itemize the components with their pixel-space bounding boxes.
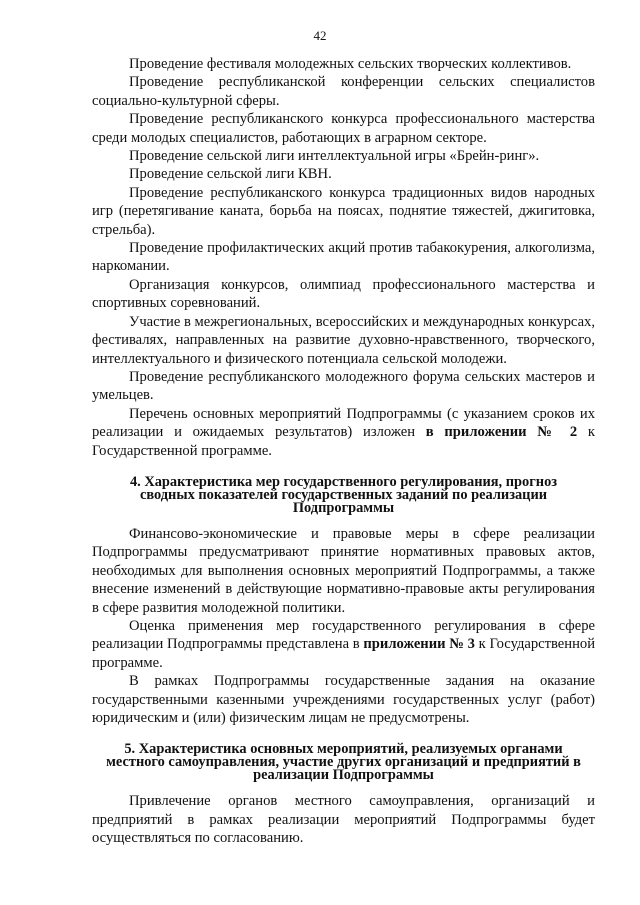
section-4-heading [92, 473, 595, 516]
activity-item: Проведение республиканского молодежного форума сельских мастеров и умельцев. [92, 368, 595, 404]
paragraph-text: к Государственной программе. [92, 424, 595, 459]
activity-item: Проведение республиканского конкурса профессионального мастерства среди молодых специалистов, работающих в аграрном секторе. [92, 111, 595, 146]
page-content [92, 55, 595, 848]
activity-item: Проведение республиканского конкурса традиционных видов народных игр (перетягивание каната, борьба на поясах, поднятие тяжестей, джигитовка, стрельба). [92, 184, 595, 238]
heading-line: сводных показателей государственных заданий по реализации [139, 486, 548, 503]
appendix-reference-paragraph [92, 405, 595, 460]
heading-line: реализации Подпрограммы [253, 767, 434, 784]
appendix-reference: в приложении № 2 [425, 424, 578, 441]
paragraph-text: Оценка применения мер государственного регулирования в сфере реализации Подпрограммы представлена в [92, 617, 595, 653]
paragraph-text: к Государственной программе. [92, 636, 596, 671]
section-5-paragraph: Привлечение органов местного самоуправления, организаций и предприятий в рамках реализации мероприятий Подпрограммы будет осуществляться по согласованию. [92, 793, 595, 847]
activity-item: Проведение республиканской конференции сельских специалистов социально-культурной сферы. [92, 74, 595, 109]
activity-item: Проведение сельской лиги интеллектуальной игры «Брейн-ринг». [129, 148, 540, 165]
page-number: 42 [313, 28, 327, 43]
section-4-paragraph: Финансово-экономические и правовые меры в сфере реализации Подпрограммы предусматривают принятие нормативных правовых актов, необходимых для выполнения основных мероприятий Подпрограммы, а также внесение изменений в действующие нормативно-правовые акты регулирования в сфере развития молодежной политики. [92, 525, 595, 616]
activity-item: Проведение фестиваля молодежных сельских творческих коллективов. [129, 56, 572, 72]
heading-line: местного самоуправления, участие других организаций и предприятий в [106, 754, 581, 771]
section-4-paragraph [92, 617, 595, 672]
appendix-reference: приложении № 3 [363, 636, 475, 653]
heading-line: Подпрограммы [292, 499, 395, 516]
paragraph-text: Перечень основных мероприятий Подпрограммы (с указанием сроков их реализации и ожидаемых результатов) изложен [92, 405, 595, 441]
section-4-paragraph: В рамках Подпрограммы государственные задания на оказание государственными казенными учреждениями государственных услуг (работ) юридическим и (или) физическим лицам не предусмотрены. [92, 673, 595, 726]
activity-item: Проведение профилактических акций против табакокурения, алкоголизма, наркомании. [92, 240, 595, 275]
heading-line: 4. Характеристика мер государственного регулирования, прогноз [129, 473, 558, 490]
activity-item: Участие в межрегиональных, всероссийских и международных конкурсах, фестивалях, направленных на развитие духовно-нравственного, творческого, интеллектуального и физического потенциала сельской молодежи. [92, 313, 595, 367]
section-5-heading [92, 743, 595, 782]
activity-item: Проведение сельской лиги КВН. [129, 166, 332, 183]
activity-item: Организация конкурсов, олимпиад профессионального мастерства и спортивных соревнований. [92, 276, 595, 312]
heading-line: 5. Характеристика основных мероприятий, реализуемых органами [124, 741, 563, 758]
